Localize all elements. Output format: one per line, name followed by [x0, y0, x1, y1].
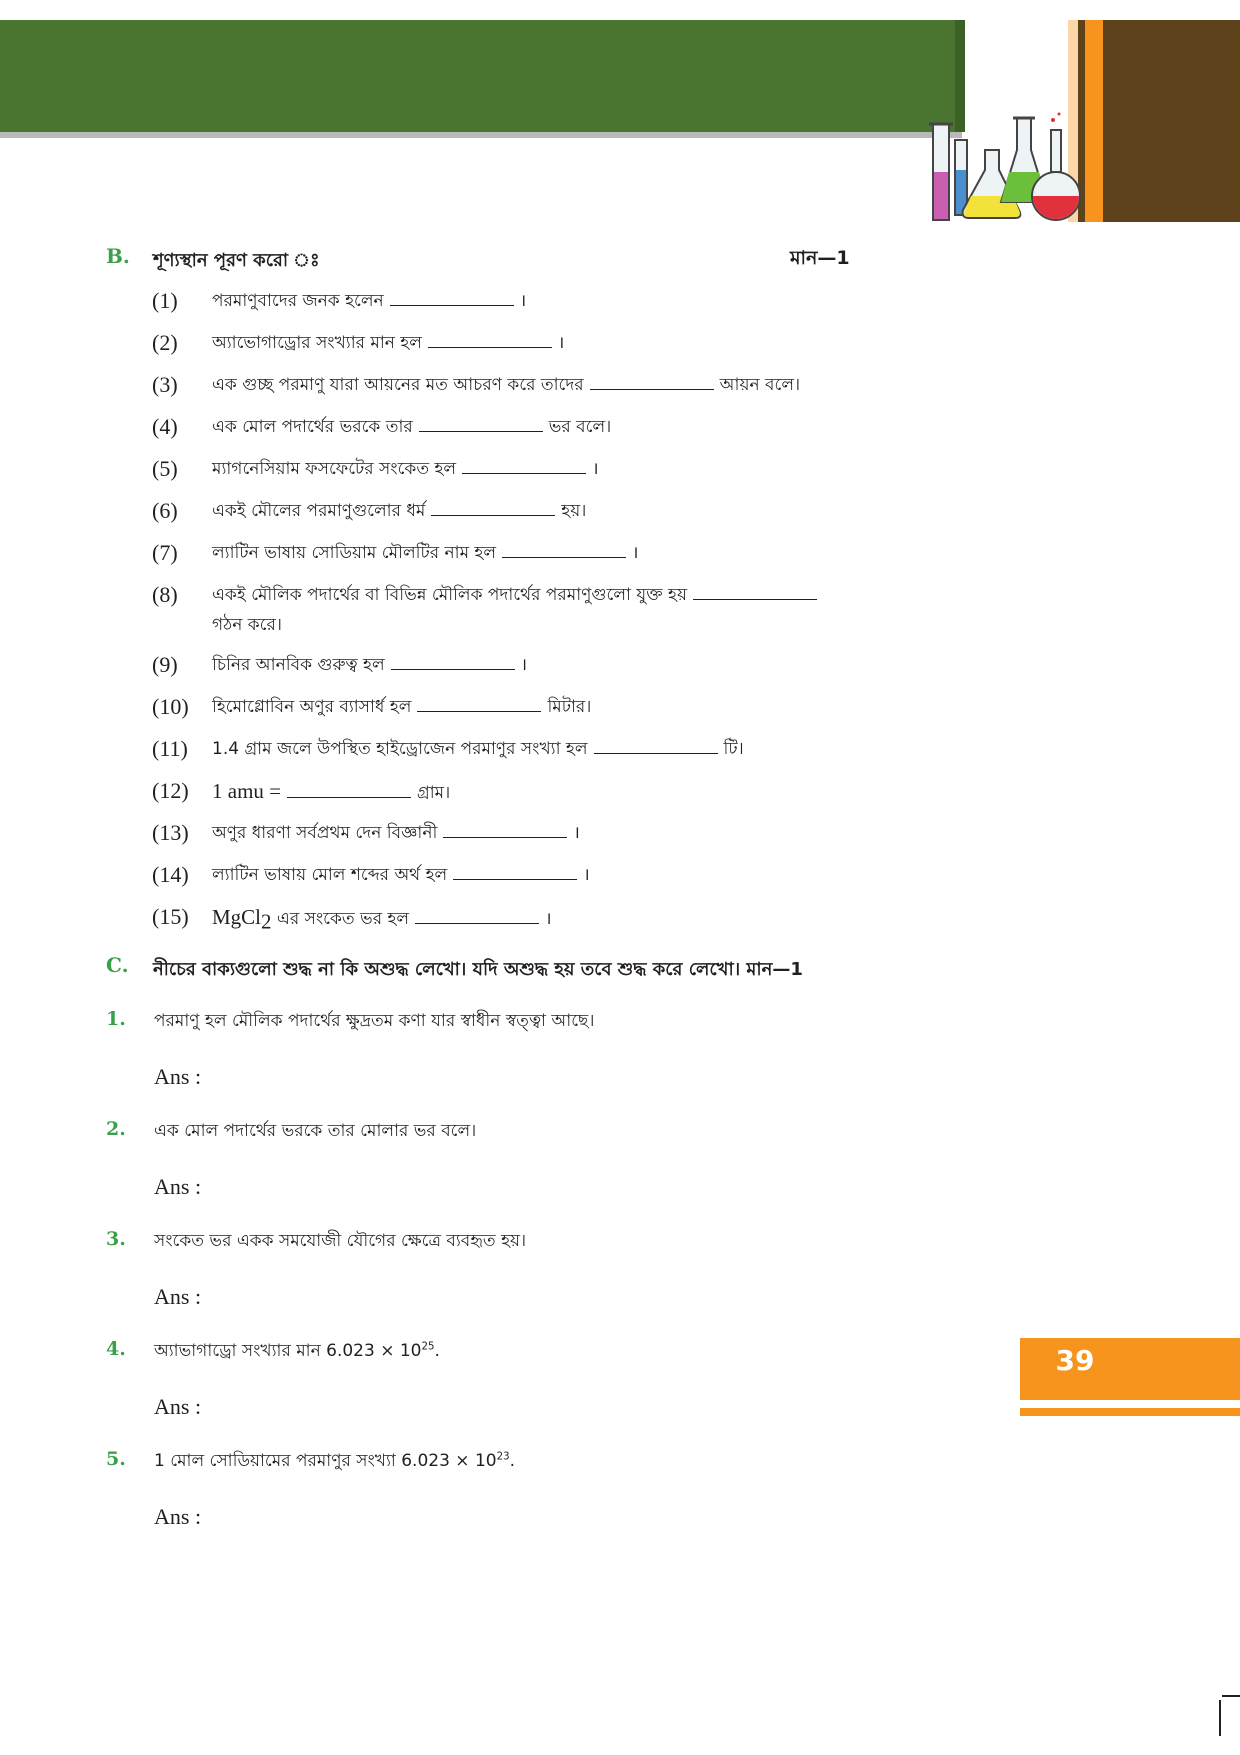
answer-label: Ans :	[154, 1064, 202, 1089]
question-text: ল্যাটিন ভাষায় সোডিয়াম মৌলটির নাম হল	[212, 543, 497, 563]
question-text: পরমাণুবাদের জনক হলেন	[212, 291, 384, 311]
statement-number: 5.	[106, 1448, 126, 1470]
question-text-end: ।	[519, 291, 527, 311]
crop-mark	[1222, 1695, 1240, 1697]
question-text-end: গঠন করে।	[212, 615, 282, 635]
answer-label: Ans :	[154, 1394, 202, 1419]
statement-tail: .	[434, 1341, 440, 1361]
question-text: এর সংকেত ভর হল	[276, 909, 410, 929]
answer-blank	[453, 861, 577, 880]
crop-mark	[1219, 1700, 1221, 1736]
question-text: অণুর ধারণা সর্বপ্রথম দেন বিজ্ঞানী	[212, 823, 438, 843]
question-text: 1 amu =	[212, 779, 281, 803]
page-number-underline	[1020, 1408, 1240, 1416]
question-text: এক গুচ্ছ পরমাণু যারা আয়নের মত আচরণ করে তাদের	[212, 375, 584, 395]
question-text: ম্যাগনেসিয়াম ফসফেটের সংকেত হল	[212, 459, 457, 479]
question-number: (12)	[152, 778, 189, 803]
statement-line	[154, 1338, 440, 1366]
question-item	[152, 776, 862, 818]
question-item	[152, 692, 862, 734]
answer-blank	[502, 539, 626, 558]
answer-blank	[431, 497, 555, 516]
question-text-end: ।	[557, 333, 565, 353]
fill-in-blanks-list	[152, 286, 862, 944]
question-number: (15)	[152, 904, 189, 929]
answer-blank	[390, 287, 514, 306]
answer-blank	[419, 413, 543, 432]
section-b-title: শূণ্যস্থান পূরণ করো ঃ	[153, 250, 320, 271]
answer-blank	[443, 819, 567, 838]
question-text-end: ভর বলে।	[548, 417, 612, 437]
answer-blank	[693, 581, 817, 600]
question-text-end: ।	[573, 823, 580, 843]
question-text-end: ।	[583, 865, 590, 885]
statement-number: 3.	[106, 1228, 126, 1250]
statement-number: 2.	[106, 1118, 126, 1140]
question-item	[152, 286, 862, 328]
question-item	[152, 860, 862, 902]
section-b-letter: B.	[106, 244, 130, 268]
statement-tail: .	[509, 1451, 515, 1471]
answer-label: Ans :	[154, 1174, 202, 1199]
question-text: একই মৌলিক পদার্থের বা বিভিন্ন মৌলিক পদার্থের পরমাণুগুলো যুক্ত হয়	[212, 585, 687, 605]
statement-number: 1.	[106, 1008, 126, 1030]
answer-blank	[417, 693, 541, 712]
question-text-end: ।	[592, 459, 599, 479]
question-item	[152, 580, 862, 650]
question-text-end: আয়ন বলে।	[719, 375, 801, 395]
question-number: (3)	[152, 372, 178, 397]
question-number: (14)	[152, 862, 189, 887]
question-item	[152, 902, 862, 944]
question-text: এক মোল পদার্থের ভরকে তার	[212, 417, 413, 437]
statement-text: এক মোল পদার্থের ভরকে তার মোলার ভর বলে।	[154, 1121, 477, 1141]
statement-line	[154, 1448, 515, 1476]
statement-text: সংকেত ভর একক সমযোজী যৌগের ক্ষেত্রে ব্যবহৃত হয়।	[154, 1231, 527, 1251]
lab-glassware-icon	[925, 110, 1090, 225]
section-c-letter: C.	[106, 953, 129, 977]
question-item	[152, 538, 862, 580]
question-number: (5)	[152, 456, 178, 481]
question-number: (2)	[152, 330, 178, 355]
header-shadow	[0, 132, 962, 138]
answer-blank	[590, 371, 714, 390]
statement-number: 4.	[106, 1338, 126, 1360]
question-number: (7)	[152, 540, 178, 565]
header-band	[0, 20, 962, 132]
exponent: 23	[496, 1451, 510, 1463]
answer-blank	[391, 651, 515, 670]
question-text-end: ।	[632, 543, 639, 563]
page-number: 39	[1055, 1344, 1095, 1377]
statement-text: 1 মোল সোডিয়ামের পরমাণুর সংখ্যা 6.023 × 10	[154, 1451, 497, 1471]
question-number: (4)	[152, 414, 178, 439]
answer-blank	[462, 455, 586, 474]
question-text-end: ।	[520, 655, 528, 675]
formula-text: MgCl	[212, 905, 262, 929]
question-text-end: গ্রাম।	[417, 783, 451, 803]
question-text-end: ।	[545, 909, 552, 929]
question-text: একই মৌলের পরমাণুগুলোর ধর্ম	[212, 501, 426, 521]
question-item	[152, 454, 862, 496]
question-text: চিনির আনবিক গুরুত্ব হল	[212, 655, 385, 675]
answer-blank	[594, 735, 718, 754]
exponent: 25	[421, 1341, 435, 1353]
question-text: 1.4 গ্রাম জলে উপস্থিত হাইড্রোজেন পরমাণুর সংখ্যা হল	[212, 739, 588, 759]
question-item	[152, 734, 862, 776]
answer-blank	[287, 779, 411, 798]
question-number: (13)	[152, 820, 189, 845]
statement-text: অ্যাভাগাড্রো সংখ্যার মান 6.023 × 10	[154, 1341, 422, 1361]
answer-blank	[415, 905, 539, 924]
question-item	[152, 412, 862, 454]
question-number: (1)	[152, 288, 178, 313]
question-number: (9)	[152, 652, 178, 677]
question-number: (6)	[152, 498, 178, 523]
question-text-end: টি।	[723, 739, 744, 759]
question-text-end: হয়।	[561, 501, 587, 521]
question-item	[152, 496, 862, 538]
section-b-marks: মান—1	[790, 247, 850, 269]
question-text: হিমোগ্লোবিন অণুর ব্যাসার্ধ হল	[212, 697, 412, 717]
question-item	[152, 370, 862, 412]
question-text: ল্যাটিন ভাষায় মোল শব্দের অর্থ হল	[212, 865, 448, 885]
question-item	[152, 818, 862, 860]
answer-label: Ans :	[154, 1284, 202, 1309]
section-c-title: নীচের বাক্যগুলো শুদ্ধ না কি অশুদ্ধ লেখো। যদি অশুদ্ধ হয় তবে শুদ্ধ করে লেখো। মান—1	[153, 959, 803, 980]
answer-label: Ans :	[154, 1504, 202, 1529]
formula-subscript: 2	[261, 909, 272, 934]
question-item	[152, 328, 862, 370]
question-number: (11)	[152, 736, 188, 761]
answer-blank	[428, 329, 552, 348]
question-text: অ্যাভোগাড্রোর সংখ্যার মান হল	[212, 333, 422, 353]
statement-text: পরমাণু হল মৌলিক পদার্থের ক্ষুদ্রতম কণা যার স্বাধীন স্বত্ত্বা আছে।	[154, 1011, 595, 1031]
question-text-end: মিটার।	[547, 697, 592, 717]
question-item	[152, 650, 862, 692]
question-number: (10)	[152, 694, 189, 719]
question-number: (8)	[152, 582, 178, 607]
